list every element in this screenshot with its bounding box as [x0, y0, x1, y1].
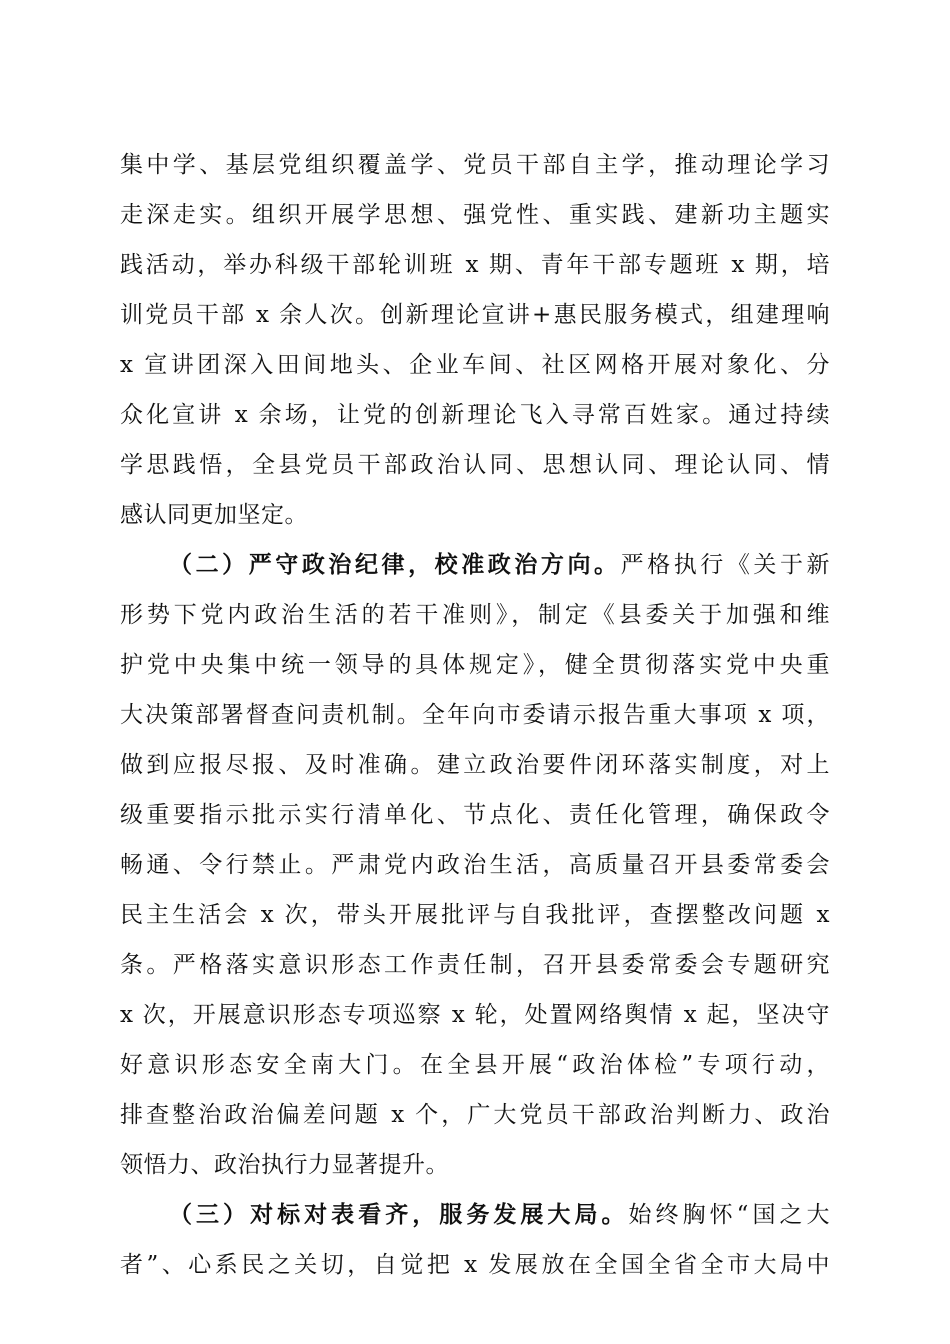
paragraph-line: 条。严格落实意识形态工作责任制，召开县委常委会专题研究 — [120, 952, 830, 978]
paragraph-line: 众化宣讲 x 余场，让党的创新理论飞入寻常百姓家。通过持续 — [120, 402, 830, 428]
paragraph-line: 集中学、基层党组织覆盖学、党员干部自主学，推动理论学习 — [120, 152, 830, 178]
paragraph-line: 训党员干部 x 余人次。创新理论宣讲+惠民服务模式，组建理响 — [120, 302, 830, 328]
section-heading: （三）对标对表看齐，服务发展大局。 — [169, 1202, 629, 1228]
paragraph-line: x 宣讲团深入田间地头、企业车间、社区网格开展对象化、分 — [120, 352, 830, 378]
paragraph-line: 畅通、令行禁止。严肃党内政治生活，高质量召开县委常委会 — [120, 852, 830, 878]
section-heading: （二）严守政治纪律，校准政治方向。 — [169, 552, 621, 578]
paragraph-line: 走深走实。组织开展学思想、强党性、重实践、建新功主题实 — [120, 202, 830, 228]
paragraph-line: 大决策部署督查问责机制。全年向市委请示报告重大事项 x 项， — [120, 702, 830, 728]
paragraph-line: 践活动，举办科级干部轮训班 x 期、青年干部专题班 x 期，培 — [120, 252, 830, 278]
paragraph-line: 级重要指示批示实行清单化、节点化、责任化管理，确保政令 — [120, 802, 830, 828]
paragraph-line: 领悟力、政治执行力显著提升。 — [120, 1152, 449, 1178]
paragraph-line: 形势下党内政治生活的若干准则》，制定《县委关于加强和维 — [120, 602, 830, 628]
paragraph-line: 好意识形态安全南大门。在全县开展“政治体检”专项行动， — [120, 1052, 830, 1078]
paragraph-line: 民主生活会 x 次，带头开展批评与自我批评，查摆整改问题 x — [120, 902, 830, 928]
paragraph-line: 感认同更加坚定。 — [120, 502, 308, 528]
paragraph-line: 护党中央集中统一领导的具体规定》，健全贯彻落实党中央重 — [120, 652, 830, 678]
paragraph-line: 者”、心系民之关切，自觉把 x 发展放在全国全省全市大局中 — [120, 1252, 830, 1278]
paragraph-line: 排查整治政治偏差问题 x 个，广大党员干部政治判断力、政治 — [120, 1102, 830, 1128]
paragraph-text: 严格执行《关于新 — [620, 552, 830, 578]
section-first-line — [169, 1198, 830, 1232]
paragraph-line: x 次，开展意识形态专项巡察 x 轮，处置网络舆情 x 起，坚决守 — [120, 1002, 830, 1028]
paragraph-line: 学思践悟，全县党员干部政治认同、思想认同、理论认同、情 — [120, 452, 830, 478]
paragraph-text: 始终胸怀“国之大 — [628, 1202, 831, 1228]
paragraph-line: 做到应报尽报、及时准确。建立政治要件闭环落实制度，对上 — [120, 752, 830, 778]
section-first-line — [169, 548, 830, 582]
